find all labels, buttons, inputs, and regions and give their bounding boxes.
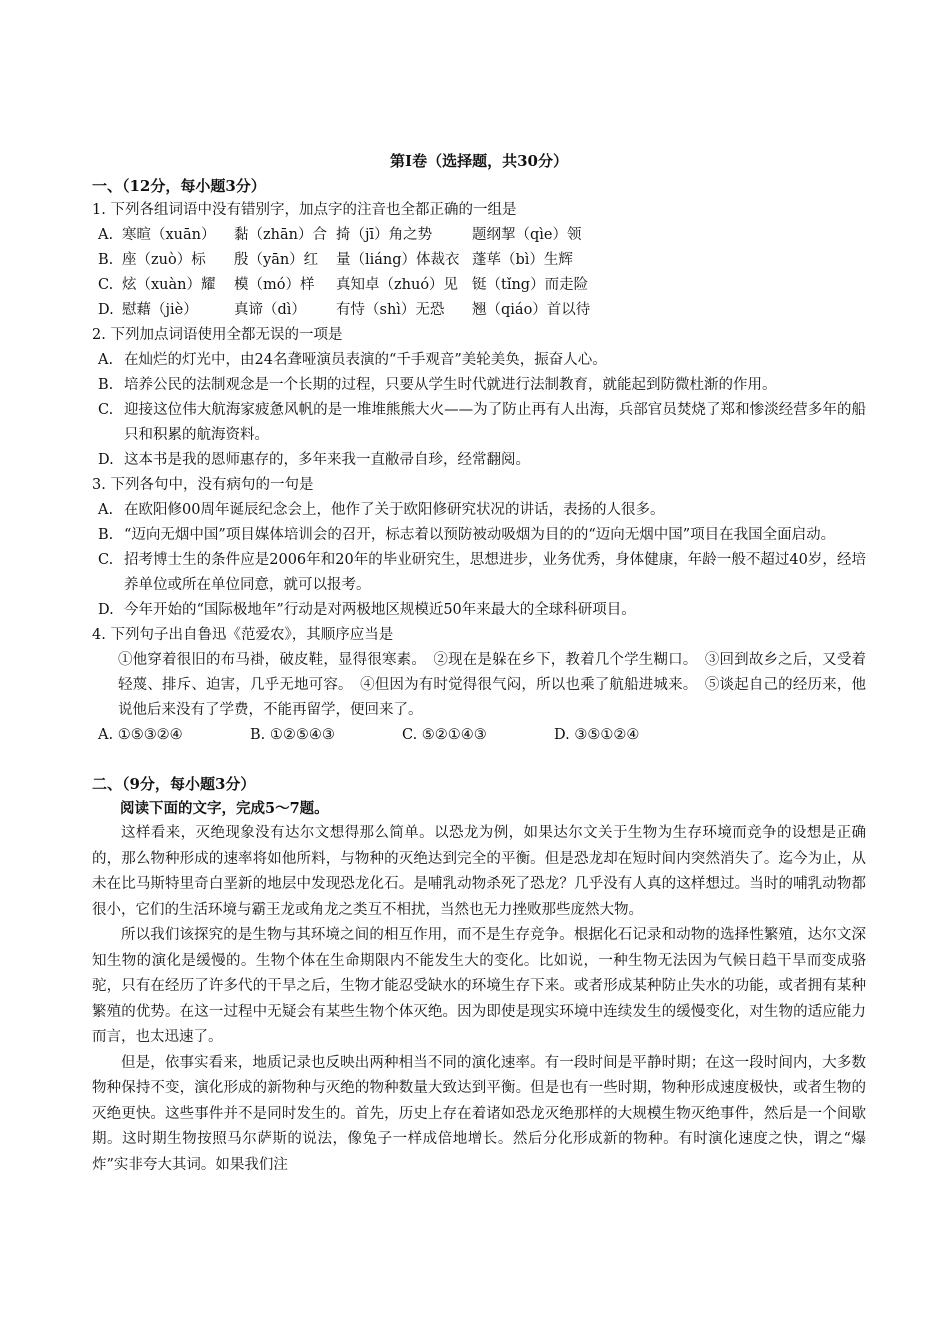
option-label: A. <box>98 502 114 518</box>
option-word: 有恃（shì）无恐 <box>336 302 445 318</box>
option-label: C. <box>98 277 114 293</box>
option-word: 殷（yān）红 <box>234 252 319 268</box>
option-text: 这本书是我的恩师惠存的，多年来我一直敝帚自珍，经常翻阅。 <box>124 452 530 468</box>
exam-page <box>92 150 866 1178</box>
option-word: 真谛（dì） <box>234 302 306 318</box>
option-item <box>92 373 866 398</box>
question-2-stem: 2. 下列加点词语使用全都无误的一项是 <box>92 327 343 343</box>
option-word: 炫（xuàn）耀 <box>122 277 216 293</box>
question-3-stem: 3. 下列各句中，没有病句的一句是 <box>92 477 314 493</box>
option-word: 掎（jī）角之势 <box>336 227 433 243</box>
option-word: 黏（zhān）合 <box>234 227 327 243</box>
option-label: C. <box>98 402 114 418</box>
option-word: 寒暄（xuān） <box>122 227 216 243</box>
option-row <box>92 298 866 323</box>
option-item <box>92 548 866 598</box>
section2-heading: 二、（9分，每小题3分） <box>92 775 256 793</box>
option-text: “迈向无烟中国”项目媒体培训会的召开，标志着以预防被动吸烟为目的的“迈向无烟中国”项目在我国全面启动。 <box>124 527 836 543</box>
option-word: 模（mó）样 <box>234 277 315 293</box>
option-word: 翘（qiáo）首以待 <box>472 302 591 318</box>
option-row <box>92 273 866 298</box>
option-item <box>92 348 866 373</box>
passage-paragraph: 但是，依事实看来，地质记录也反映出两种相当不同的演化速率。有一段时间是平静时期；在这一段时间内，大多数物种保持不变，演化形成的新物种与灭绝的物种数量大致达到平衡。但是也有一些时期，物种形成速度极快，或者生物的灭绝更快。这些事件并不是同时发生的。首先，历史上存在着诸如恐龙灭绝那样的大规模生物灭绝事件，然后是一个间歇期。这时期生物按照马尔萨斯的说法，像兔子一样成倍地增长。然后分化形成新的物种。有时演化速度之快，谓之“爆炸”实非夸大其词。如果我们注 <box>92 1054 866 1173</box>
option-text: 招考博士生的条件应是2006年和20年的毕业研究生，思想进步，业务优秀，身体健康，年龄一般不超过40岁，经培养单位或所在单位同意，就可以报考。 <box>124 552 866 593</box>
answer-choice: C. ⑤②①④③ <box>402 727 487 743</box>
question-4-stem: 4. 下列句子出自鲁迅《范爱农》，其顺序应当是 <box>92 627 394 643</box>
part-title: 第Ⅰ卷（选择题，共30分） <box>390 152 568 170</box>
option-item <box>92 598 866 623</box>
option-text: 今年开始的“国际极地年”行动是对两极地区规模近50年来最大的全球科研项目。 <box>124 602 636 618</box>
option-item <box>92 498 866 523</box>
option-label: B. <box>98 252 114 268</box>
option-word: 座（zuò）标 <box>122 252 206 268</box>
question-4-sentences: ①他穿着很旧的布马褂，破皮鞋，显得很寒素。 ②现在是躲在乡下，教着几个学生糊口。 ③回到故乡之后，又受着轻蔑、排斥、迫害，几乎无地可容。 ④但因为有时觉得很气闷，所以也乘了航船进城来。 ⑤谈起自己的经历来，他说他后来没有了学费，不能再留学，便回来了。 <box>118 652 866 718</box>
passage-paragraph: 这样看来，灭绝现象没有达尔文想得那么简单。以恐龙为例，如果达尔文关于生物为生存环境而竞争的设想是正确的，那么物种形成的速率将如他所料，与物种的灭绝达到完全的平衡。但是恐龙却在短时间内突然消失了。迄今为止，从未在比马斯特里奇白垩新的地层中发现恐龙化石。是哺乳动物杀死了恐龙？几乎没有人真的这样想过。当时的哺乳动物都很小，它们的生活环境与霸王龙或角龙之类互不相扰，当然也无力挫败那些庞然大物。 <box>92 825 866 918</box>
question-1-stem: 1. 下列各组词语中没有错别字，加点字的注音也全都正确的一组是 <box>92 202 517 218</box>
option-label: D. <box>98 302 114 318</box>
option-label: A. <box>98 352 114 368</box>
question-4-answers <box>92 723 866 748</box>
option-word: 慰藉（jiè） <box>122 302 198 318</box>
answer-choice: D. ③⑤①②④ <box>554 727 640 743</box>
option-word: 蓬荜（bì）生辉 <box>472 252 573 268</box>
option-text: 培养公民的法制观念是一个长期的过程，只要从学生时代就进行法制教育，就能起到防微杜渐的作用。 <box>124 377 777 393</box>
question-1-options <box>92 223 866 323</box>
answer-choice: A. ①⑤③②④ <box>98 727 183 743</box>
option-item <box>92 398 866 448</box>
option-word: 真知卓（zhuó）见 <box>336 277 459 293</box>
option-word: 量（liáng）体裁衣 <box>336 252 460 268</box>
option-item <box>92 523 866 548</box>
option-label: D. <box>98 452 114 468</box>
reading-instruction: 阅读下面的文字，完成5～7题。 <box>120 800 329 817</box>
option-label: B. <box>98 377 114 393</box>
section1-heading: 一、（12分，每小题3分） <box>92 177 266 195</box>
option-row <box>92 223 866 248</box>
option-label: A. <box>98 227 114 243</box>
answer-choice: B. ①②⑤④③ <box>250 727 335 743</box>
option-text: 在欧阳修00周年诞辰纪念会上，他作了关于欧阳修研究状况的讲话，表扬的人很多。 <box>124 502 665 518</box>
option-text: 迎接这位伟大航海家疲惫风帆的是一堆堆熊熊大火——为了防止再有人出海，兵部官员焚烧了郑和惨淡经营多年的船只和积累的航海资料。 <box>124 402 866 443</box>
option-word: 铤（tǐng）而走险 <box>472 277 589 293</box>
option-word: 题纲挈（qìe）领 <box>472 227 582 243</box>
option-row <box>92 248 866 273</box>
question-3-options <box>92 498 866 623</box>
passage-paragraph: 所以我们该探究的是生物与其环境之间的相互作用，而不是生存竞争。根据化石记录和动物的选择性繁殖，达尔文深知生物的演化是缓慢的。生物个体在生命期限内不能发生大的变化。比如说，一种生物无法因为气候日趋干旱而变成骆驼，只有在经历了许多代的干旱之后，生物才能忍受缺水的环境生存下来。或者形成某种防止失水的功能，或者拥有某种繁殖的优势。在这一过程中无疑会有某些生物个体灭绝。因为即使是现实环境中连续发生的缓慢变化，对生物的适应能力而言，也太迅速了。 <box>92 927 866 1045</box>
option-label: B. <box>98 527 114 543</box>
option-item <box>92 448 866 473</box>
question-2-options <box>92 348 866 473</box>
option-label: C. <box>98 552 114 568</box>
option-text: 在灿烂的灯光中，由24名聋哑演员表演的“千手观音”美轮美奂，振奋人心。 <box>124 352 607 368</box>
option-label: D. <box>98 602 114 618</box>
reading-passage <box>92 821 866 1178</box>
